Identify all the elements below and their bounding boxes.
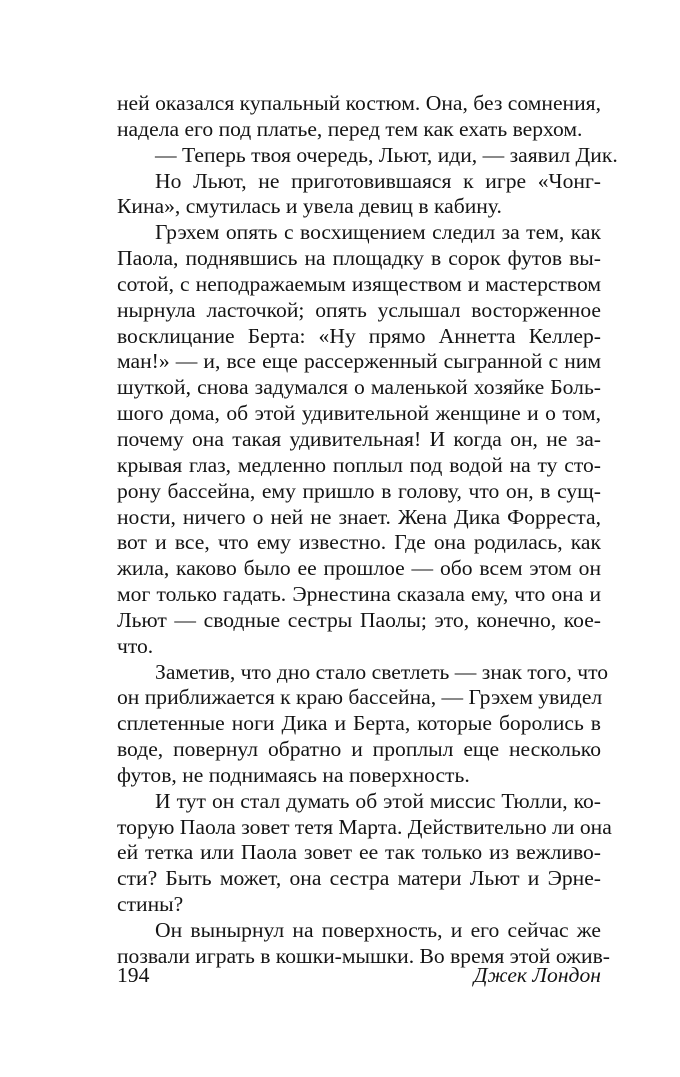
text-line: Паола, поднявшись на площадку в сорок футов вы- — [117, 246, 601, 271]
text-line: И тут он стал думать об этой миссис Тюлли, ко- — [155, 788, 601, 813]
text-line: сти? Быть может, она сестра матери Льют и Эрне- — [117, 866, 601, 891]
text-line: воде, повернул обратно и проплыл еще несколько — [117, 737, 601, 762]
text-line: Но Льют, не приготовившаяся к игре «Чонг- — [155, 168, 601, 193]
text-line: Льют — сводные сестры Паолы; это, конечно, кое- — [117, 607, 601, 632]
text-line: ей тетка или Паола зовет ее так только из вежливо- — [117, 840, 601, 865]
text-line: восклицание Берта: «Ну прямо Аннетта Келлер- — [117, 323, 601, 348]
text-line: ней оказался купальный костюм. Она, без сомнения, — [117, 91, 601, 115]
text-line: мог только гадать. Эрнестина сказала ему, что она и — [117, 582, 601, 607]
text-line: надела его под платье, перед тем как ехать верхом. — [117, 116, 583, 141]
text-line: Он вынырнул на поверхность, и его сейчас же — [155, 918, 601, 942]
running-head-author: Джек Лондон — [473, 963, 601, 987]
text-line: шого дома, об этой удивительной женщине и о том, — [117, 401, 601, 426]
page-number: 194 — [117, 963, 150, 987]
text-line: Кина», смутилась и увела девиц в кабину. — [117, 194, 502, 219]
body-text — [117, 91, 618, 970]
text-line: жила, каково было ее прошлое — обо всем этом он — [117, 556, 601, 581]
text-line: почему она такая удивительная! И когда он, не за- — [117, 426, 601, 451]
text-line: вот и все, что ему известно. Где она родилась, как — [117, 530, 601, 555]
text-line: Грэхем опять с восхищением следил за тем, как — [155, 220, 601, 245]
text-line: нырнула ласточкой; опять услышал восторженное — [117, 297, 601, 322]
text-line: что. — [117, 633, 154, 658]
text-line: — Теперь твоя очередь, Льют, иди, — заявил Дик. — [155, 142, 618, 167]
text-line: шуткой, снова задумался о маленькой хозяйке Боль- — [117, 375, 601, 400]
text-line: рону бассейна, ему пришло в голову, что он, в сущ- — [117, 478, 601, 503]
text-line: Заметив, что дно стало светлеть — знак того, что — [155, 659, 609, 684]
text-line: сотой, с неподражаемым изяществом и мастерством — [117, 271, 601, 296]
text-line: торую Паола зовет тетя Марта. Действительно ли она — [117, 814, 612, 839]
text-line: ности, ничего о ней не знает. Жена Дика Форреста, — [117, 504, 601, 529]
text-line: сплетенные ноги Дика и Берта, которые боролись в — [117, 711, 601, 736]
text-line: стины? — [117, 892, 184, 917]
text-line: крывая глаз, медленно поплыл под водой на ту сто- — [117, 452, 601, 477]
page-footer — [117, 960, 601, 990]
text-line: он приближается к краю бассейна, — Грэхем увидел — [117, 685, 603, 710]
text-line: позвали играть в кошки-мышки. Во время этой ожив- — [117, 943, 610, 968]
text-line: футов, не поднимаясь на поверхность. — [117, 762, 470, 787]
text-line: ман!» — и, все еще рассерженный сыгранной с ним — [117, 349, 601, 374]
